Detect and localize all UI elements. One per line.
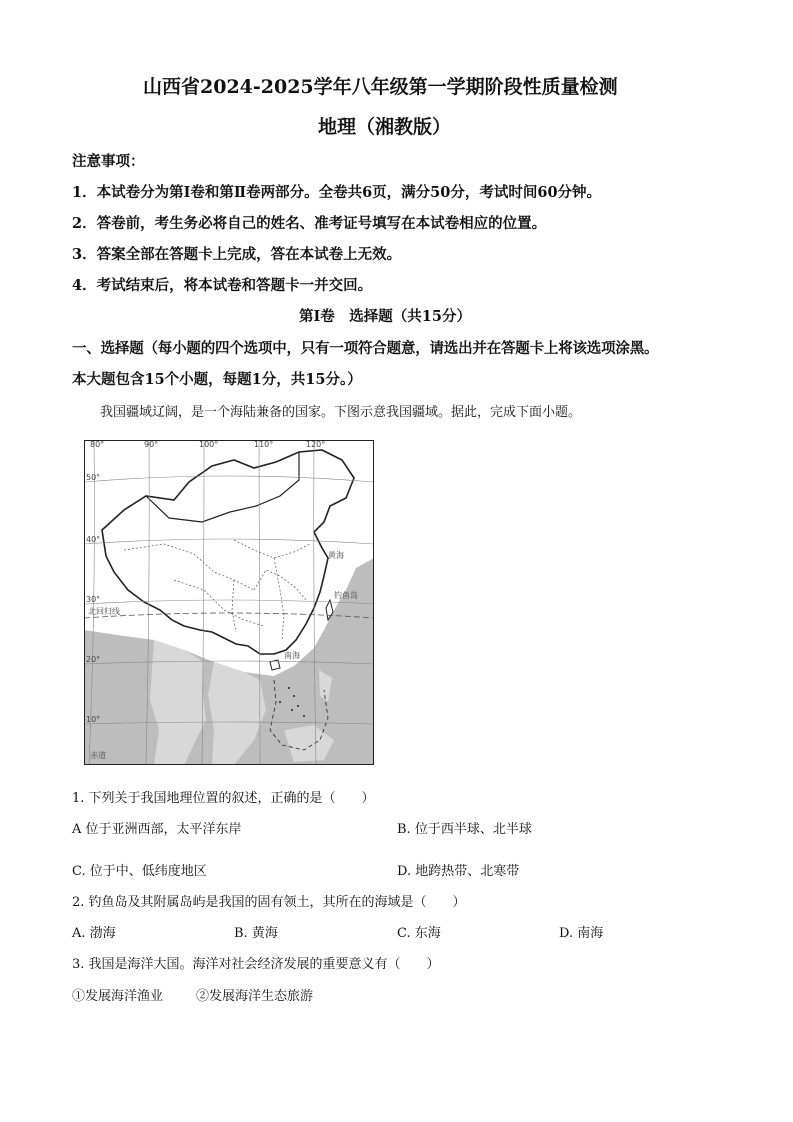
map-lon-80: 80° (90, 440, 105, 449)
question-2-option-a: A. 渤海 (72, 926, 116, 941)
notice-item-3: 3．答案全部在答题卡上完成，答在本试卷上无效。 (72, 246, 402, 263)
map-label-diaoyu: 钓鱼岛 (334, 591, 358, 600)
section-title: 第Ⅰ卷 选择题（共15分） (299, 308, 471, 325)
map-lat-40: 40° (86, 535, 101, 544)
map-lon-100: 100° (199, 440, 219, 449)
page-subtitle: 地理（湘教版） (318, 116, 452, 138)
map-lat-10: 10° (86, 715, 101, 724)
china-territory-map (84, 440, 374, 765)
question-3-stem: 3. 我国是海洋大国。海洋对社会经济发展的重要意义有（ ） (72, 957, 440, 972)
question-2-option-c: C. 东海 (397, 926, 441, 941)
notice-heading: 注意事项： (72, 153, 145, 170)
question-2-option-b: B. 黄海 (234, 926, 278, 941)
question-1-option-b: B. 位于西半球、北半球 (397, 822, 532, 837)
map-lon-110: 110° (254, 440, 274, 449)
notice-item-2: 2．答卷前，考生务必将自己的姓名、准考证号填写在本试卷相应的位置。 (72, 215, 547, 232)
question-3-item-2: ②发展海洋生态旅游 (196, 989, 314, 1004)
question-2-option-d: D. 南海 (559, 926, 604, 941)
notice-item-4: 4．考试结束后，将本试卷和答题卡一并交回。 (72, 277, 373, 294)
map-lat-30: 30° (86, 595, 101, 604)
map-label-equator: 赤道 (90, 751, 106, 760)
question-3-item-1: ①发展海洋渔业 (72, 989, 164, 1004)
question-1-option-c: C. 位于中、低纬度地区 (72, 864, 207, 879)
map-lat-50: 50° (86, 473, 101, 482)
map-lon-90: 90° (144, 440, 159, 449)
question-2-stem: 2. 钓鱼岛及其附属岛屿是我国的固有领土，其所在的海域是（ ） (72, 895, 466, 910)
map-lat-20: 20° (86, 655, 101, 664)
question-intro: 我国疆域辽阔，是一个海陆兼备的国家。下图示意我国疆域。据此，完成下面小题。 (100, 405, 582, 420)
notice-item-1: 1．本试卷分为第Ⅰ卷和第Ⅱ卷两部分。全卷共6页，满分50分，考试时间60分钟。 (72, 184, 602, 201)
map-tropic-label: 北回归线 (88, 607, 120, 616)
map-label-yellow-sea: 黄海 (328, 551, 344, 560)
section-instruction-1: 一、选择题（每小题的四个选项中，只有一项符合题意，请选出并在答题卡上将该选项涂黑。 (72, 340, 659, 357)
question-1-stem: 1. 下列关于我国地理位置的叙述，正确的是（ ） (72, 791, 375, 806)
map-lon-120: 120° (306, 440, 326, 449)
map-label-south-sea: 南海 (284, 651, 300, 660)
section-instruction-2: 本大题包含15个小题，每题1分，共15分。） (72, 371, 362, 388)
page-title: 山西省2024-2025学年八年级第一学期阶段性质量检测 (143, 76, 618, 98)
question-1-option-a: A 位于亚洲西部，太平洋东岸 (72, 822, 242, 837)
question-1-option-d: D. 地跨热带、北寒带 (397, 864, 520, 879)
